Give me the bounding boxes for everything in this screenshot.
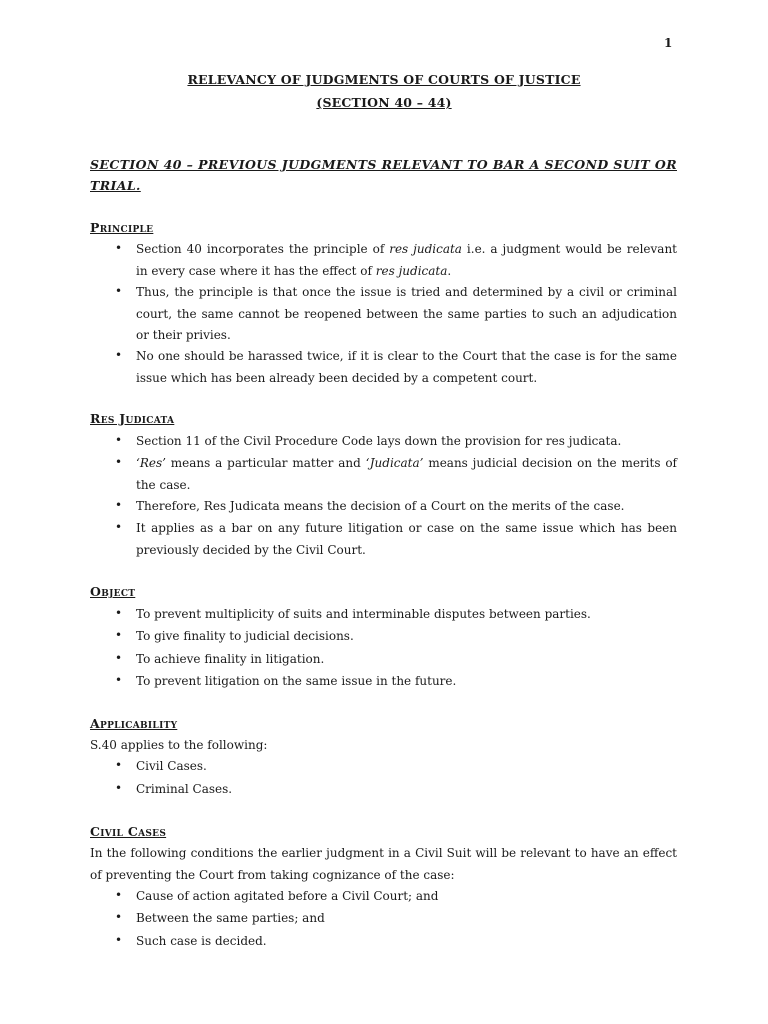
civil-cases-heading: Civil Cases [90,824,167,839]
bullet-icon: • [115,606,123,620]
applicability-item-1: Civil Cases. [136,759,207,773]
civil-cases-item-3: Such case is decided. [136,934,267,948]
applicability-item-2: Criminal Cases. [136,782,233,796]
res-judicata-item-4: It applies as a bar on any future litigation or case on the same issue which has been previously decided by the Civil Court. [136,521,677,557]
principle-item-3: No one should be harassed twice, if it is clear to the Court that the case is for the same issue which has been already been decided by a competent court. [136,349,677,385]
bullet-icon: • [115,933,123,947]
bullet-icon: • [115,781,123,795]
principle-item-2: Thus, the principle is that once the issue is tried and determined by a civil or criminal court, the same cannot be reopened between the same parties to such an adjudication or their privies. [136,285,677,342]
object-item-2: To give finality to judicial decisions. [136,629,354,643]
bullet-icon: • [115,758,123,772]
res-judicata-heading: Res Judicata [90,411,175,426]
bullet-icon: • [115,433,123,447]
object-item-1: To prevent multiplicity of suits and interminable disputes between parties. [136,607,591,621]
principle-heading: Principle [90,220,154,235]
object-heading: Object [90,584,136,599]
civil-cases-item-1: Cause of action agitated before a Civil Court; and [136,889,439,903]
bullet-icon: • [115,498,123,512]
bullet-icon: • [115,348,123,362]
document-title: RELEVANCY OF JUDGMENTS OF COURTS OF JUSTICE [187,72,581,87]
civil-cases-intro: In the following conditions the earlier judgment in a Civil Suit will be relevant to have an effect of preventing the Court from taking cognizance of the case: [90,846,677,882]
bullet-icon: • [115,520,123,534]
res-judicata-item-1: Section 11 of the Civil Procedure Code lays down the provision for res judicata. [136,434,622,448]
bullet-icon: • [115,888,123,902]
res-judicata-item-3: Therefore, Res Judicata means the decision of a Court on the merits of the case. [136,499,625,513]
applicability-intro: S.40 applies to the following: [90,738,268,752]
section-heading: SECTION 40 – PREVIOUS JUDGMENTS RELEVANT TO BAR A SECOND SUIT OR TRIAL. [90,157,677,193]
applicability-heading: Applicability [90,716,178,731]
bullet-icon: • [115,284,123,298]
bullet-icon: • [115,455,123,469]
object-item-4: To prevent litigation on the same issue in the future. [136,674,457,688]
page-number: 1 [664,36,673,50]
bullet-icon: • [115,673,123,687]
principle-item-1: Section 40 incorporates the principle of res judicata i.e. a judgment would be relevant in every case where it has the effect of res judicata. [136,242,677,278]
civil-cases-item-2: Between the same parties; and [136,911,325,925]
bullet-icon: • [115,910,123,924]
bullet-icon: • [115,241,123,255]
res-judicata-item-2: ‘Res’ means a particular matter and ‘Judicata’ means judicial decision on the merits of the case. [136,456,678,492]
object-item-3: To achieve finality in litigation. [136,652,325,666]
document-subtitle: (SECTION 40 – 44) [316,95,452,110]
bullet-icon: • [115,628,123,642]
bullet-icon: • [115,651,123,665]
